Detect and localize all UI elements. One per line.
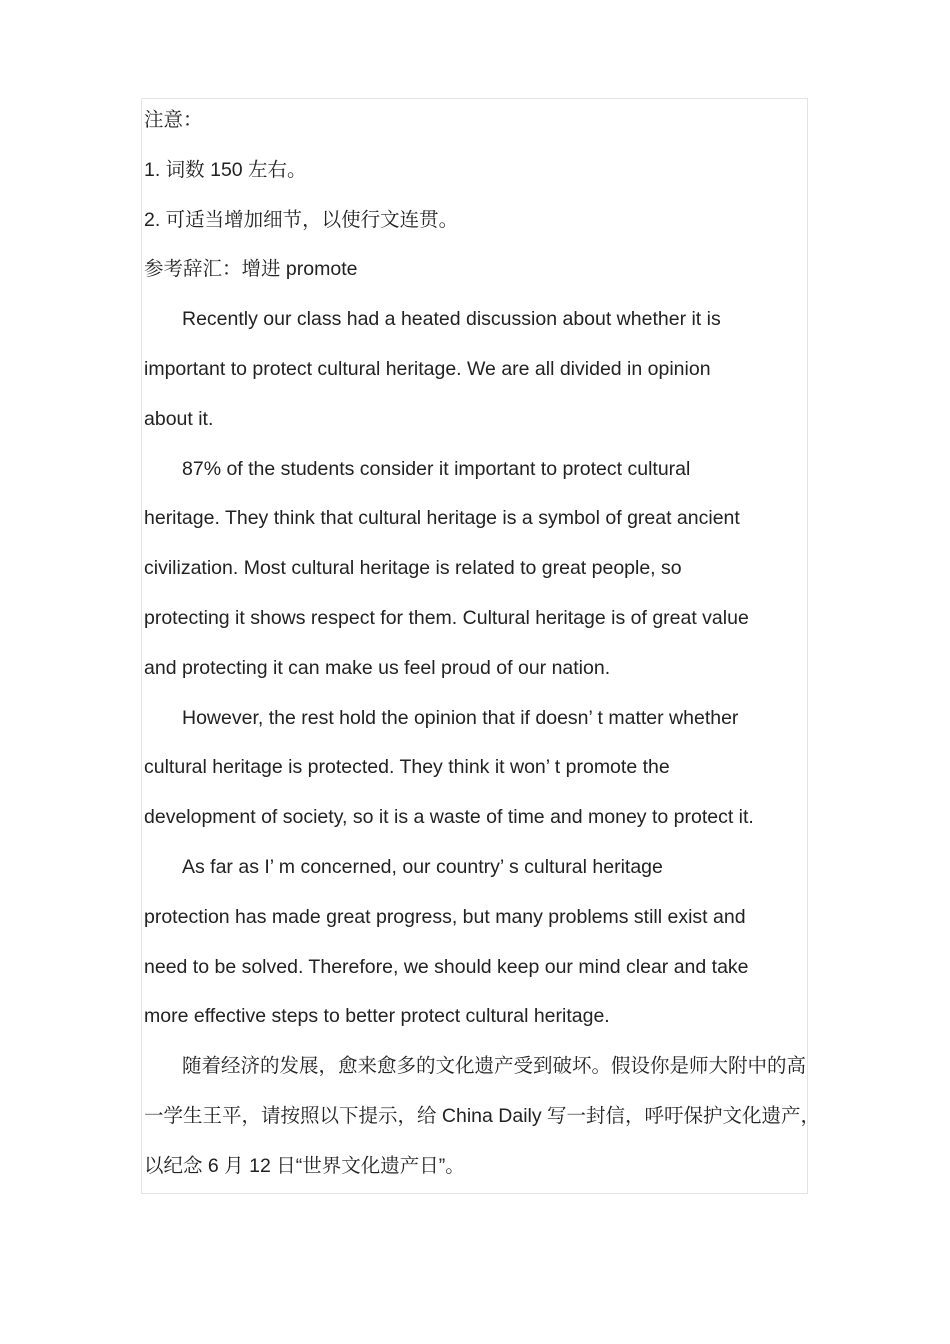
notes-item-2: 2. 可适当增加细节，以使行文连贯。	[144, 208, 459, 231]
essay-paragraph-4	[144, 843, 806, 1042]
writing-prompt	[144, 1042, 821, 1191]
essay-line: protection has made great progress, but many problems still exist and	[144, 905, 746, 928]
essay-line: more effective steps to better protect cultural heritage.	[144, 1005, 610, 1028]
notes-heading: 注意：	[144, 109, 203, 131]
essay-line: civilization. Most cultural heritage is related to great people, so	[144, 557, 682, 580]
essay-line: However, the rest hold the opinion that if doesn’ t matter whether	[182, 706, 739, 729]
essay-line: protecting it shows respect for them. Cultural heritage is of great value	[144, 606, 749, 629]
essay-line: Recently our class had a heated discussion about whether it is	[182, 308, 721, 331]
document-content	[144, 96, 821, 1192]
essay-line: development of society, so it is a waste of time and money to protect it.	[144, 806, 754, 829]
notes-item-1: 1. 词数 150 左右。	[144, 158, 307, 181]
essay-paragraph-1	[144, 295, 806, 444]
essay-line: 87% of the students consider it important to protect cultural	[182, 457, 691, 480]
essay-line: about it.	[144, 407, 214, 430]
essay-line: important to protect cultural heritage. We are all divided in opinion	[144, 357, 711, 380]
prompt-line: 一学生王平，请按照以下提示，给 China Daily 写一封信，呼吁保护文化遗产，	[144, 1104, 821, 1127]
essay-line: and protecting it can make us feel proud of our nation.	[144, 656, 611, 679]
essay-paragraph-3	[144, 694, 806, 843]
vocabulary-reference: 参考辞汇：增进 promote	[144, 258, 358, 281]
essay-line: cultural heritage is protected. They think it won’ t promote the	[144, 756, 670, 779]
prompt-line: 以纪念 6 月 12 日“世界文化遗产日”。	[144, 1154, 465, 1177]
essay-line: need to be solved. Therefore, we should keep our mind clear and take	[144, 955, 749, 978]
essay-paragraph-2	[144, 445, 806, 694]
essay-line: heritage. They think that cultural heritage is a symbol of great ancient	[144, 507, 740, 530]
prompt-line: 随着经济的发展，愈来愈多的文化遗产受到破坏。假设你是师大附中的高	[182, 1055, 807, 1078]
essay-line: As far as I’ m concerned, our country’ s cultural heritage	[182, 855, 663, 878]
